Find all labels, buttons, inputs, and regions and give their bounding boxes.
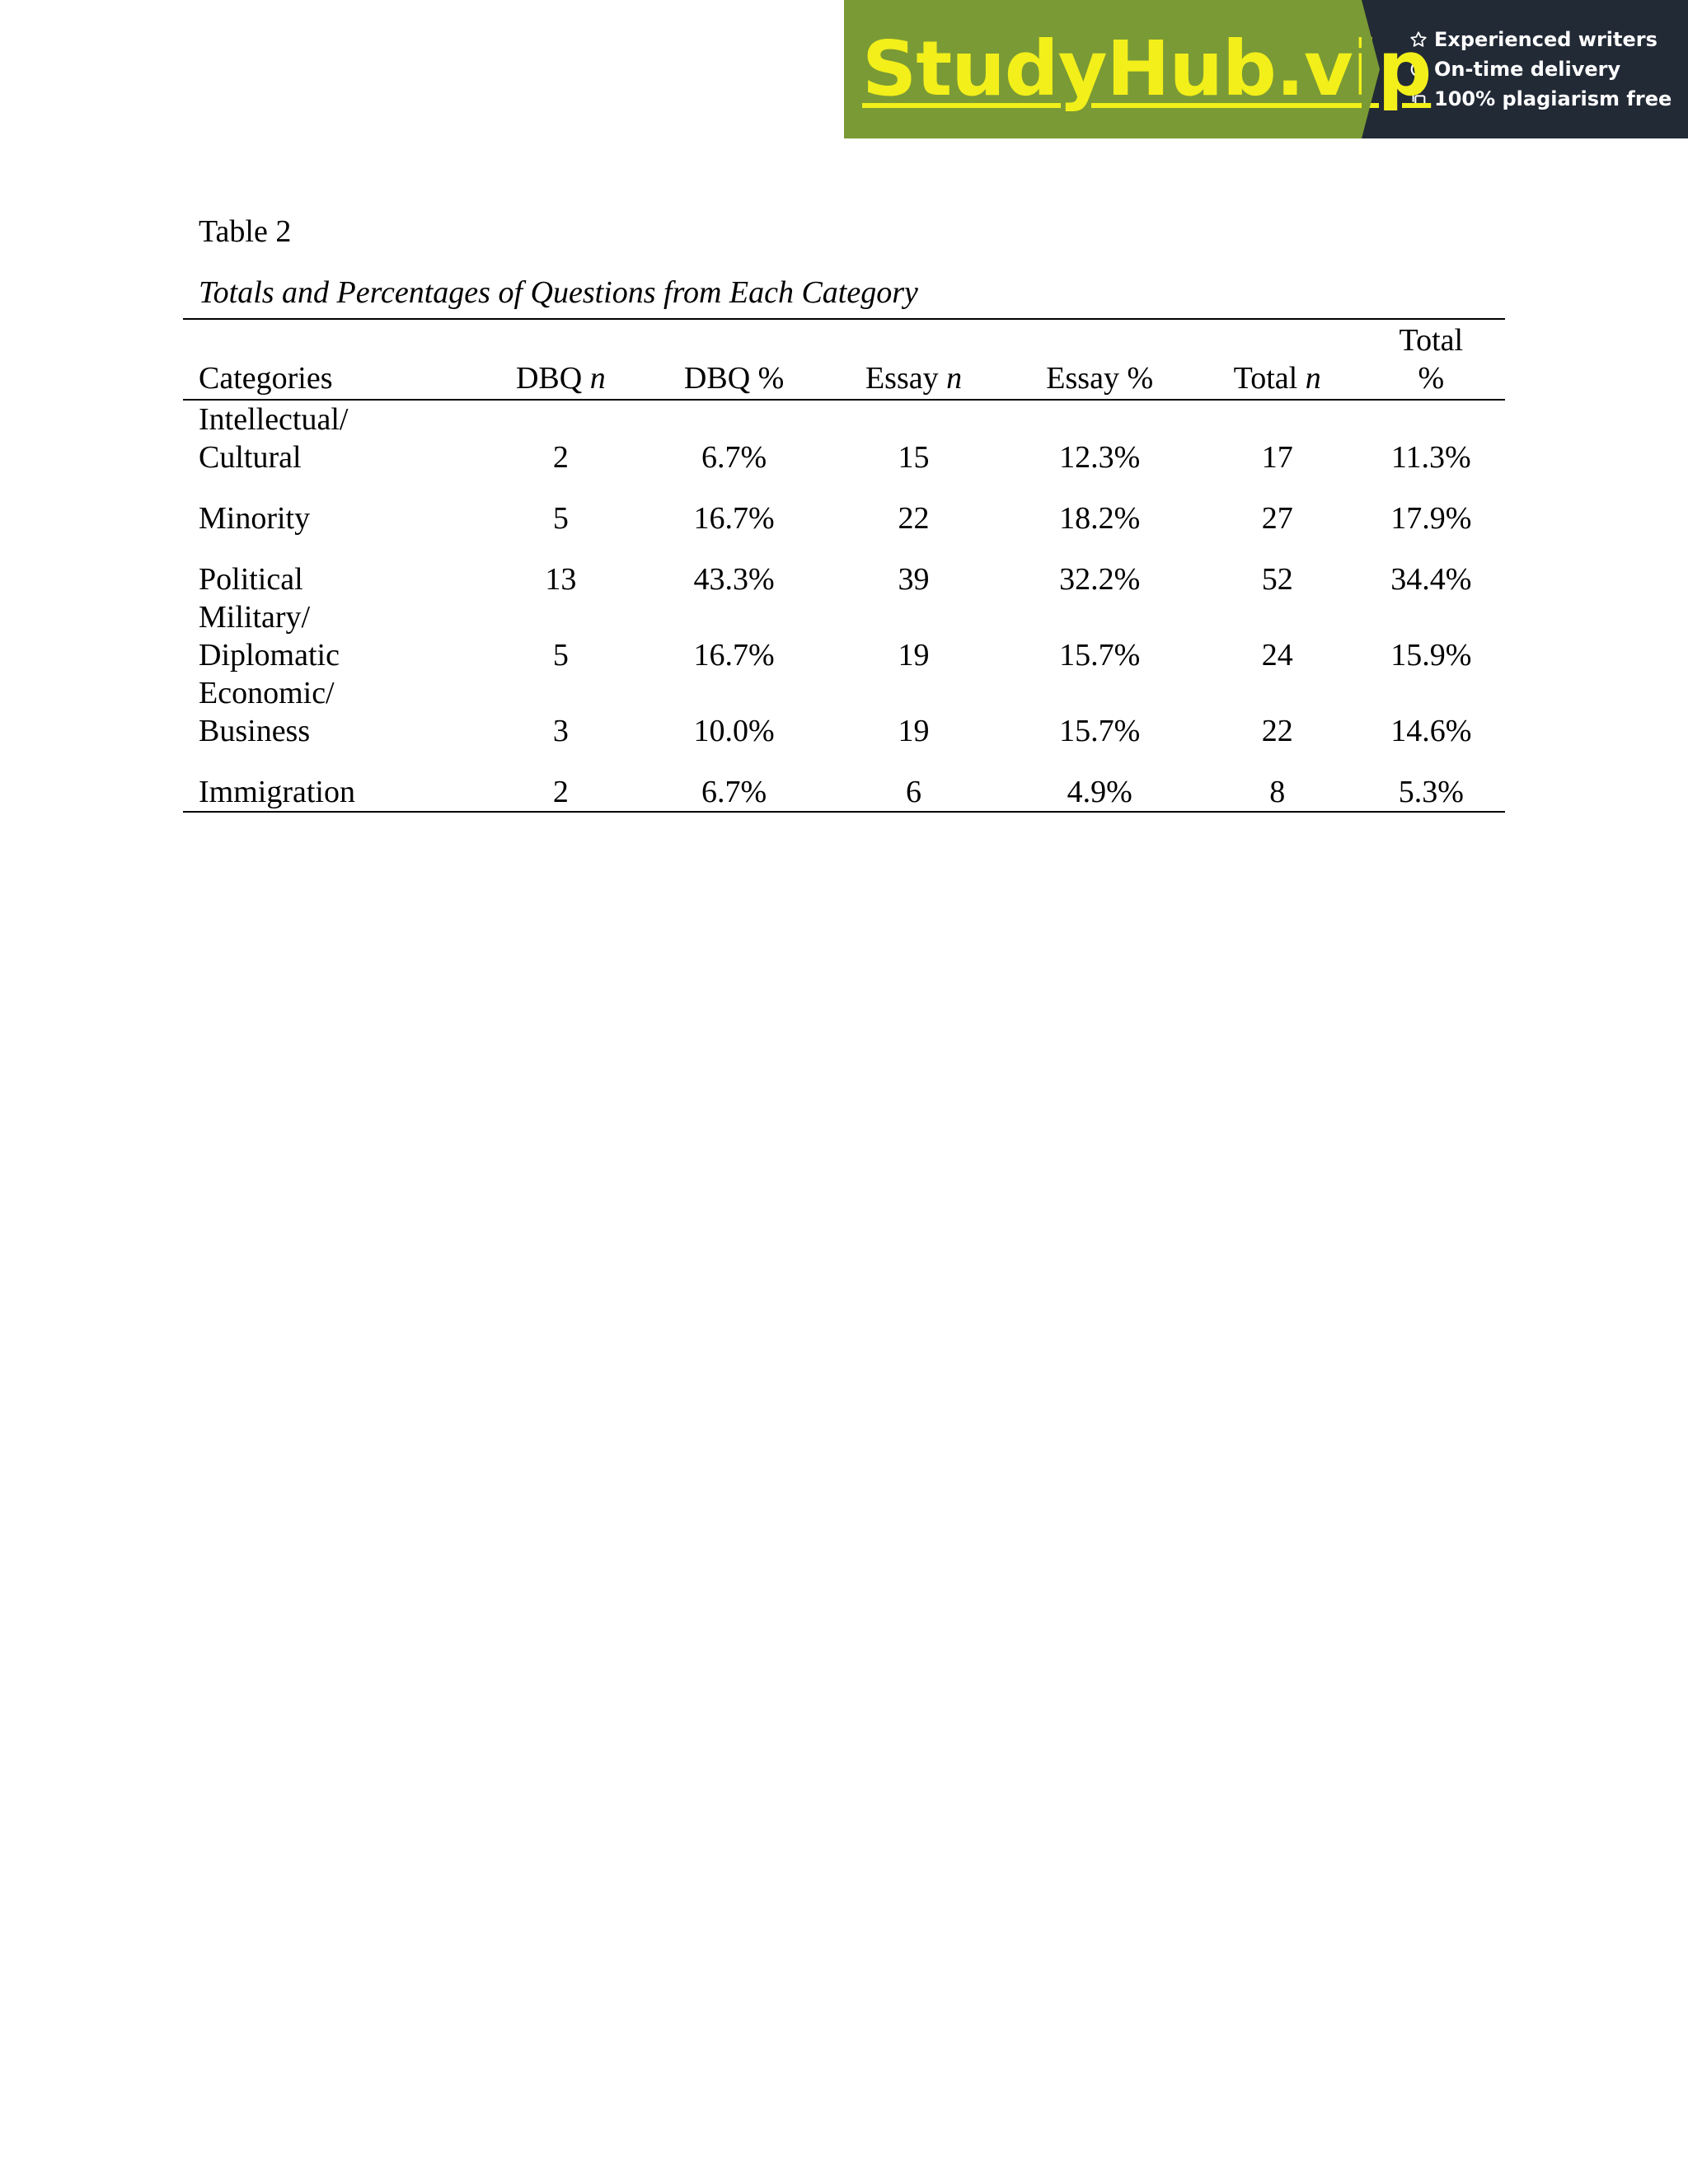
category-line2: Cultural: [199, 440, 302, 475]
data-table: [183, 318, 1505, 813]
category-line2: Business: [199, 714, 311, 748]
feature-label: On-time delivery: [1434, 58, 1621, 81]
header-total-pct-line2: %: [1418, 361, 1445, 396]
dbq-n-cell: 2: [552, 440, 569, 475]
table-label: Table 2: [199, 214, 292, 249]
header-categories: Categories: [199, 361, 333, 396]
table-header-row: [183, 319, 1505, 400]
total-pct-cell: 11.3%: [1390, 440, 1471, 475]
category-line1: Intellectual/: [199, 402, 349, 437]
table-row: [183, 598, 1505, 674]
header-dbq-pct: DBQ %: [683, 361, 785, 396]
essay-pct-cell: 12.3%: [1059, 440, 1141, 475]
feature-item: [1408, 88, 1688, 110]
dbq-n-cell: 3: [552, 714, 569, 748]
dbq-pct-cell: 16.7%: [693, 501, 775, 536]
essay-pct-cell: 15.7%: [1059, 638, 1141, 673]
feature-label: 100% plagiarism free: [1434, 87, 1672, 110]
essay-pct-cell: 32.2%: [1059, 562, 1141, 597]
total-n-cell: 52: [1261, 562, 1293, 597]
header-dbq-n-text: DBQ: [515, 361, 590, 396]
total-n-cell: 24: [1261, 638, 1293, 673]
table-row: [183, 750, 1505, 812]
header-total-n: [1198, 319, 1357, 400]
essay-n-cell: 39: [898, 562, 930, 597]
header-essay-n-text: Essay: [865, 361, 947, 396]
dbq-pct-cell: 16.7%: [693, 638, 775, 673]
table-title: Totals and Percentages of Questions from Each Category: [199, 275, 918, 310]
category-cell: [183, 598, 479, 674]
total-pct-cell: 17.9%: [1390, 501, 1472, 536]
dbq-n-cell: 5: [552, 501, 569, 536]
header-essay-pct: Essay %: [1046, 361, 1154, 396]
essay-pct-cell: 18.2%: [1059, 501, 1141, 536]
header-essay-n: [826, 319, 1002, 400]
essay-pct-cell: 4.9%: [1067, 775, 1132, 809]
category-cell: Political: [199, 562, 303, 597]
table-row: [183, 537, 1505, 598]
category-line1: Military/: [199, 600, 311, 635]
header-dbq-n: [479, 319, 643, 400]
header-total-pct: [1357, 319, 1505, 400]
total-n-cell: 27: [1261, 501, 1293, 536]
header-total-pct-line1: Total: [1399, 323, 1464, 358]
total-n-cell: 8: [1269, 775, 1286, 809]
total-pct-cell: 34.4%: [1390, 562, 1472, 597]
dbq-n-cell: 13: [545, 562, 577, 597]
category-line2: Diplomatic: [199, 638, 340, 673]
category-cell: Minority: [199, 501, 311, 536]
total-n-cell: 22: [1261, 714, 1293, 748]
category-cell: [183, 674, 479, 750]
essay-n-cell: 19: [898, 638, 930, 673]
dbq-pct-cell: 6.7%: [701, 440, 767, 475]
feature-label: Experienced writers: [1434, 28, 1658, 51]
essay-n-cell: 19: [898, 714, 930, 748]
dbq-n-cell: 5: [552, 638, 569, 673]
dbq-n-cell: 2: [552, 775, 569, 809]
feature-item: [1408, 59, 1688, 80]
essay-n-cell: 6: [906, 775, 922, 809]
dbq-pct-cell: 10.0%: [693, 714, 775, 748]
header-essay-n-italic: n: [946, 361, 963, 396]
total-pct-cell: 15.9%: [1390, 638, 1472, 673]
total-pct-cell: 5.3%: [1398, 775, 1464, 809]
table-row: [183, 400, 1505, 476]
total-n-cell: 17: [1261, 440, 1293, 475]
banner-brand-panel: [844, 0, 1432, 138]
dbq-pct-cell: 6.7%: [701, 775, 767, 809]
ad-banner[interactable]: [844, 0, 1688, 138]
essay-pct-cell: 15.7%: [1059, 714, 1141, 748]
table-row: [183, 674, 1505, 750]
essay-n-cell: 22: [898, 501, 930, 536]
total-pct-cell: 14.6%: [1390, 714, 1472, 748]
category-cell: Immigration: [199, 775, 355, 809]
brand-logo[interactable]: StudyHub.vip: [862, 25, 1432, 113]
header-total-n-text: Total: [1233, 361, 1306, 396]
dbq-pct-cell: 43.3%: [693, 562, 775, 597]
table-row: [183, 476, 1505, 537]
category-line1: Economic/: [199, 676, 335, 710]
essay-n-cell: 15: [898, 440, 930, 475]
header-total-n-italic: n: [1305, 361, 1321, 396]
category-cell: [183, 400, 479, 476]
feature-item: [1408, 29, 1688, 50]
header-dbq-n-italic: n: [589, 361, 606, 396]
